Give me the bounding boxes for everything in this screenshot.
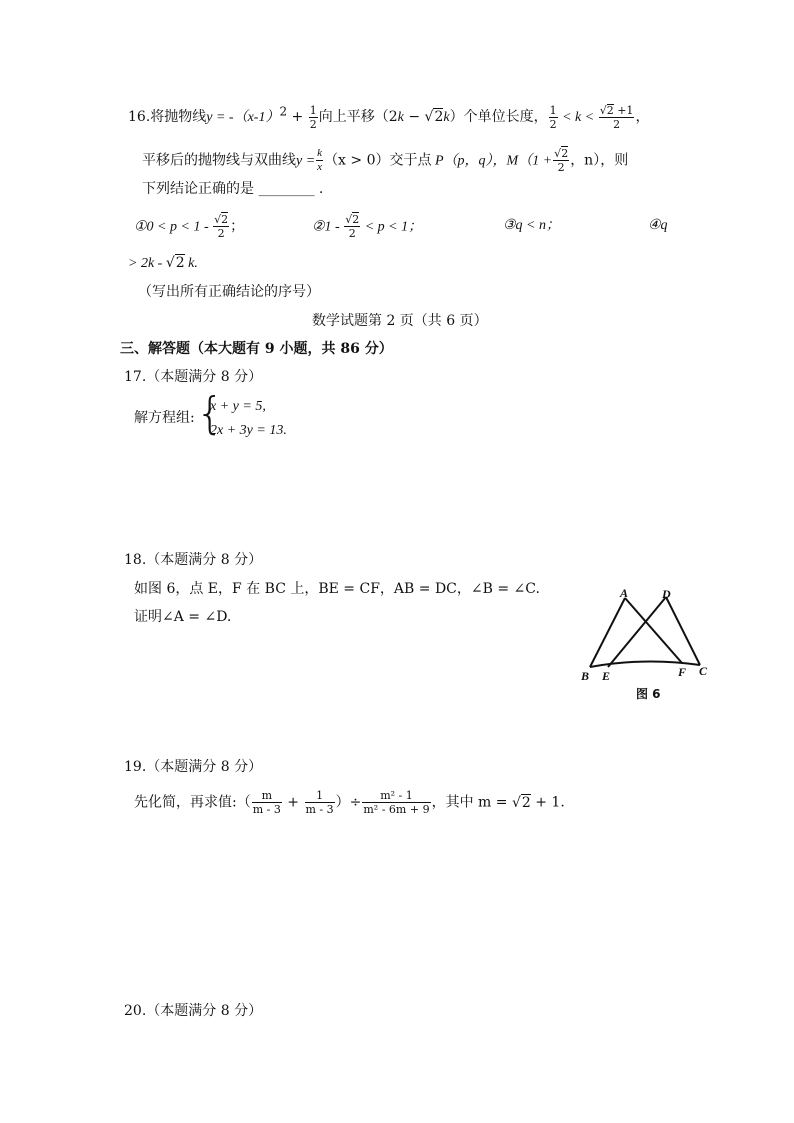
q16-exponent: 2 bbox=[279, 104, 288, 119]
q16-text: 将抛物线 bbox=[150, 109, 207, 125]
label-e: E bbox=[602, 669, 611, 683]
q16-lower-fraction: $\frac{1}{2}$ bbox=[549, 103, 557, 131]
q16-half-fraction: $\frac{1}{2}$ bbox=[309, 103, 317, 131]
q18-statement: 如图 6，点 E，F 在 BC 上，BE = CF，AB = DC，∠B = ∠C. bbox=[134, 581, 540, 597]
label-b: B bbox=[581, 669, 590, 683]
q16-m-fraction: $\frac{√2}{2}$ bbox=[554, 147, 569, 174]
q16-equation: y = -（x-1） bbox=[206, 110, 280, 125]
segment-af bbox=[625, 598, 682, 663]
q16-option-2: ②1 - $\frac{√2}{2}$ < p < 1； bbox=[312, 213, 423, 240]
q19-plus-one: + 1. bbox=[530, 794, 565, 811]
q16-option-4: ④q bbox=[648, 218, 668, 233]
q16-upper-fraction: $\frac{√2 +1}{2}$ bbox=[599, 104, 634, 131]
q16-hyperbola-fraction: $\frac{k}{x}$ bbox=[317, 147, 323, 173]
q19-fraction-1: $\frac{m}{m - 3}$ bbox=[252, 789, 281, 816]
q16-line3: 下列结论正确的是 ________ . bbox=[142, 181, 324, 197]
q16-k: k bbox=[443, 110, 450, 125]
q16-comma: ， bbox=[635, 109, 650, 125]
segment-dc bbox=[666, 597, 700, 665]
segment-ab bbox=[590, 598, 625, 667]
segment-ed bbox=[608, 597, 666, 667]
q16-line5: > 2k - √2 k. bbox=[128, 255, 198, 271]
q16-sqrt2: √2 bbox=[424, 109, 444, 125]
q16-inequality: < k < bbox=[558, 110, 598, 125]
q19-expression bbox=[134, 790, 565, 815]
label-a: A bbox=[620, 586, 629, 600]
q17-label: 解方程组: bbox=[134, 410, 195, 426]
q17-equation-2: 2x + 3y = 13. bbox=[210, 423, 287, 438]
q16-line5-sqrt: √2 bbox=[165, 255, 185, 271]
figure-6 bbox=[570, 585, 720, 710]
q16-y: y = bbox=[296, 153, 316, 169]
label-f: F bbox=[678, 665, 687, 679]
q16-number: 16. bbox=[128, 109, 151, 125]
q16-text: 平移后的抛物线与双曲线 bbox=[142, 152, 296, 169]
q16-line1 bbox=[128, 104, 649, 130]
q16-minus: − bbox=[403, 109, 425, 125]
q16-note: （写出所有正确结论的序号） bbox=[138, 284, 320, 300]
q17-header: 17.（本题满分 8 分） bbox=[124, 369, 263, 385]
q19-text: 先化简，再求值:（ bbox=[134, 794, 251, 811]
q17-equation-1: x + y = 5, bbox=[210, 399, 266, 414]
q16-shift-text: 向上平移（2 bbox=[318, 109, 398, 125]
q16-plus: + bbox=[287, 109, 308, 125]
q16-k: k bbox=[397, 110, 404, 125]
q16-points: P（p，q），M（1 + bbox=[431, 153, 553, 169]
q16-option-3: ③q < n； bbox=[503, 218, 560, 233]
q16-unit-text: ）个单位长度， bbox=[449, 109, 548, 125]
q19-divide: ）÷ bbox=[335, 794, 362, 811]
q19-header: 19.（本题满分 8 分） bbox=[124, 759, 263, 775]
q20-header: 20.（本题满分 8 分） bbox=[124, 1003, 263, 1019]
q16-condition: （x > 0）交于点 bbox=[324, 152, 432, 169]
q16-option-1: ①0 < p < 1 - $\frac{√2}{2}$ ； bbox=[134, 213, 245, 240]
q16-opt2-fraction: $\frac{√2}{2}$ bbox=[345, 213, 360, 240]
section-3-heading: 三、解答题（本大题有 9 小题，共 86 分） bbox=[120, 341, 393, 357]
q19-where: ，其中 m = bbox=[431, 794, 512, 811]
q19-fraction-2: $\frac{1}{m - 3}$ bbox=[305, 789, 334, 816]
q18-prove: 证明∠A = ∠D. bbox=[134, 609, 232, 625]
q18-header: 18.（本题满分 8 分） bbox=[124, 552, 263, 568]
q19-fraction-3: $\frac{\text{m² - 1}}{\text{m² - 6m + 9}}$ bbox=[363, 789, 430, 816]
q16-opt1-fraction: $\frac{√2}{2}$ bbox=[214, 213, 229, 240]
page-footer: 数学试题第 2 页（共 6 页） bbox=[312, 313, 488, 329]
q19-sqrt: √2 bbox=[511, 794, 531, 811]
q19-plus: + bbox=[282, 794, 304, 811]
label-d: D bbox=[662, 587, 671, 601]
q17-brace: { bbox=[196, 388, 224, 439]
q16-line2 bbox=[142, 148, 628, 173]
q16-then: ，n），则 bbox=[570, 152, 629, 169]
figure-caption: 图 6 bbox=[636, 687, 661, 701]
label-c: C bbox=[699, 664, 708, 678]
